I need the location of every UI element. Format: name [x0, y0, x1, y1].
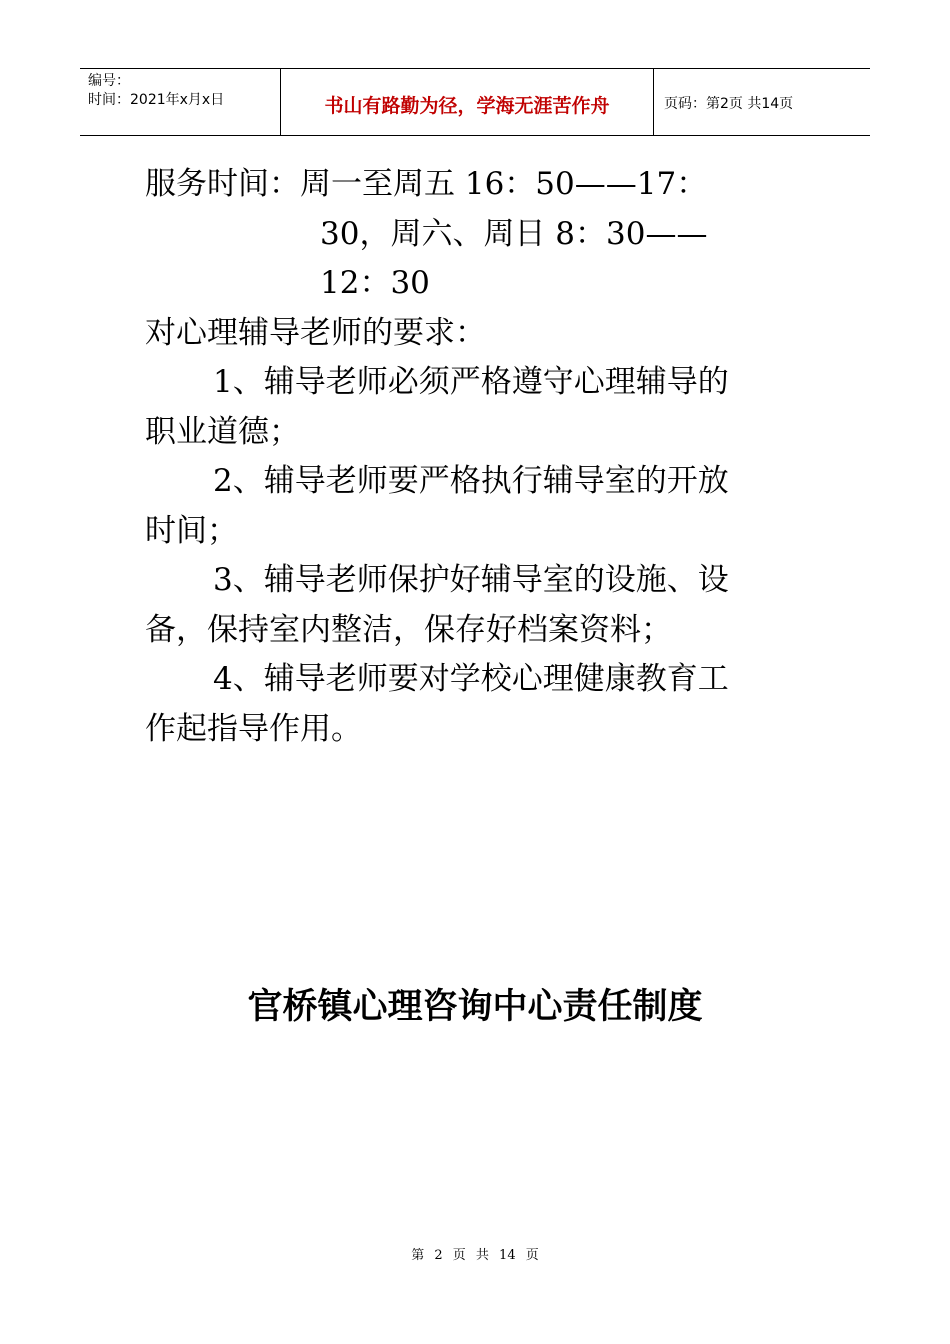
header-page-info: 页码：第2页 共14页: [664, 96, 794, 112]
page-header: [80, 68, 870, 136]
header-meta: [80, 69, 281, 135]
page-footer: 第 2 页 共 14 页: [411, 1248, 539, 1263]
doc-number-label: 编号：: [88, 73, 130, 89]
requirement-4-line-2: 作起指导作用。: [145, 710, 362, 747]
requirement-2-line-1: 2、辅导老师要严格执行辅导室的开放: [213, 463, 729, 499]
requirement-3-line-1: 3、辅导老师保护好辅导室的设施、设: [213, 562, 729, 598]
doc-date-label: 时间：2021年x月x日: [88, 92, 225, 108]
service-time-line-1: 服务时间：周一至周五 16：50——17：: [145, 166, 708, 202]
requirement-2-line-2: 时间；: [145, 512, 238, 549]
service-time-line-3: 12：30: [320, 265, 430, 301]
requirement-1-line-1: 1、辅导老师必须严格遵守心理辅导的: [213, 364, 729, 400]
service-time-line-2: 30，周六、周日 8：30——: [320, 215, 708, 252]
header-motto: 书山有路勤为径，学海无涯苦作舟: [281, 69, 654, 135]
requirement-4-line-1: 4、辅导老师要对学校心理健康教育工: [213, 661, 729, 697]
requirement-3-line-2: 备，保持室内整洁，保存好档案资料；: [145, 611, 672, 648]
requirements-heading: 对心理辅导老师的要求：: [145, 314, 486, 351]
document-body: [145, 160, 805, 754]
section-title: 官桥镇心理咨询中心责任制度: [247, 987, 703, 1027]
requirement-1-line-2: 职业道德；: [145, 413, 300, 450]
